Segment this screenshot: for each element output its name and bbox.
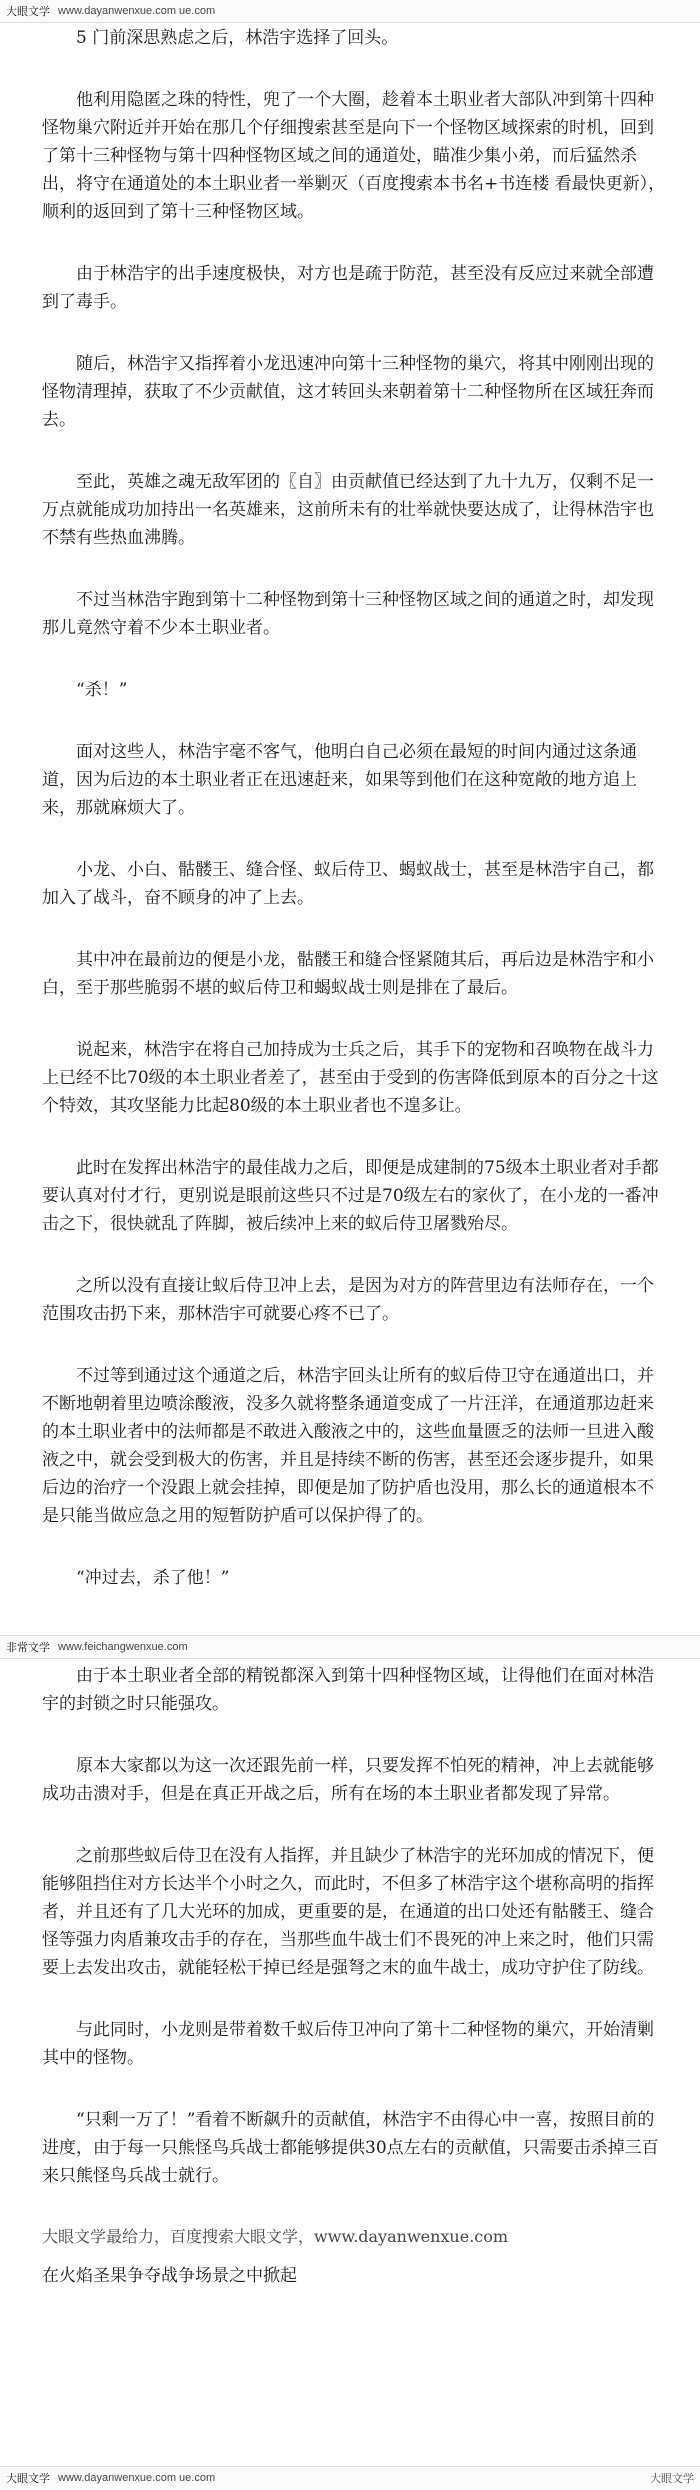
quote: “杀！”: [76, 680, 128, 700]
paragraph: 由于林浩宇的出手速度极快，对方也是疏于防范，甚至没有反应过来就全部遭到了毒手。: [42, 264, 654, 312]
mid-brand: 非常文学: [6, 1642, 50, 1654]
top-brand: 大眼文学: [6, 6, 50, 18]
paragraph: 与此同时，小龙则是带着数千蚁后侍卫冲向了第十二种怪物的巢穴，开始清剿其中的怪物。: [42, 2020, 654, 2068]
bottom-watermark-strip: [0, 2466, 700, 2489]
paragraph: 之所以没有直接让蚁后侍卫冲上去，是因为对方的阵营里边有法师存在，一个范围攻击扔下来，那林浩宇可就要心疼不已了。: [42, 1276, 654, 1324]
paragraph: 原本大家都以为这一次还跟先前一样，只要发挥不怕死的精神，冲上去就能够成功击溃对手，但是在真正开战之后，所有在场的本土职业者都发现了异常。: [42, 1756, 654, 1804]
paragraph: 不过当林浩宇跑到第十二种怪物到第十三种怪物区域之间的通道之时，却发现那儿竟然守着不少本土职业者。: [42, 590, 654, 638]
bottom-url: www.dayanwenxue.com ue.com: [58, 2472, 216, 2484]
quote: “冲过去，杀了他！”: [76, 1568, 230, 1588]
bottom-right-brand: 大眼文学: [650, 2473, 694, 2485]
paragraph: 说起来，林浩宇在将自己加持成为士兵之后，其手下的宠物和召唤物在战斗力上已经不比70级的本土职业者差了，甚至由于受到的伤害降低到原本的百分之十这个特效，其攻坚能力比起80级的本土职业者也不遑多让。: [42, 1040, 659, 1116]
paragraph: 面对这些人，林浩宇毫不客气，他明白自己必须在最短的时间内通过这条通道，因为后边的本土职业者正在迅速赶来，如果等到他们在这种宽敞的地方追上来，那就麻烦大了。: [42, 742, 637, 818]
paragraph: 其中冲在最前边的便是小龙，骷髅王和缝合怪紧随其后，再后边是林浩宇和小白，至于那些脆弱不堪的蚁后侍卫和蝎蚁战士则是排在了最后。: [42, 950, 654, 998]
top-watermark-strip: [0, 0, 700, 23]
chapter-line: 在火焰圣果争夺战争场景之中掀起: [42, 2266, 297, 2286]
paragraph: 他利用隐匿之珠的特性，兜了一个大圈，趁着本土职业者大部队冲到第十四种怪物巢穴附近并开始在那几个仔细搜索甚至是向下一个怪物区域探索的时机，回到了第十三种怪物与第十四种怪物区域之间的通道处，瞄准少集小弟，而后猛然杀出，将守在通道处的本土职业者一举剿灭（百度搜索本书名+书连楼 看最快更新），顺利的返回到了第十三种怪物区域。: [42, 90, 666, 222]
article-body: [42, 24, 668, 1626]
paragraph: 之前那些蚁后侍卫在没有人指挥，并且缺少了林浩宇的光环加成的情况下，便能够阻挡住对方长达半个小时之久，而此时，不但多了林浩宇这个堪称高明的指挥者，并且还有了几大光环的加成，更重要的是，在通道的出口处还有骷髅王、缝合怪等强力肉盾兼攻击手的存在，当那些血牛战士们不畏死的冲上来之时，他们只需要上去发出攻击，就能轻松干掉已经是强弩之末的血牛战士，成功守护住了防线。: [42, 1846, 654, 1978]
footer-note: 大眼文学最给力，百度搜索大眼文学，www.dayanwenxue.com: [42, 2227, 509, 2246]
article-body-continued: [42, 1662, 668, 2286]
top-url: www.dayanwenxue.com ue.com: [58, 5, 216, 17]
paragraph: 不过等到通过这个通道之后，林浩宇回头让所有的蚁后侍卫守在通道出口，并不断地朝着里边喷涂酸液，没多久就将整条通道变成了一片汪洋，在通道那边赶来的本土职业者中的法师都是不敢进入酸液之中的，这些血量匮乏的法师一旦进入酸液之中，就会受到极大的伤害，并且是持续不断的伤害，甚至还会逐步提升，如果后边的治疗一个没跟上就会挂掉，即便是加了防护盾也没用，那么长的通道根本不是只能当做应急之用的短暂防护盾可以保护得了的。: [42, 1366, 654, 1526]
bottom-brand: 大眼文学: [6, 2473, 50, 2485]
paragraph: 由于本土职业者全部的精锐都深入到第十四种怪物区域，让得他们在面对林浩宇的封锁之时只能强攻。: [42, 1666, 654, 1714]
paragraph: 随后，林浩宇又指挥着小龙迅速冲向第十三种怪物的巢穴，将其中刚刚出现的怪物清理掉，获取了不少贡献值，这才转回头来朝着第十二种怪物所在区域狂奔而去。: [42, 354, 654, 430]
paragraph: 5 门前深思熟虑之后，林浩宇选择了回头。: [76, 28, 399, 48]
mid-watermark-strip: [0, 1635, 700, 1659]
paragraph: “只剩一万了！”看着不断飙升的贡献值，林浩宇不由得心中一喜，按照目前的进度，由于每一只熊怪鸟兵战士都能够提供30点左右的贡献值，只需要击杀掉三百来只熊怪鸟兵战士就行。: [42, 2110, 659, 2186]
paragraph: 小龙、小白、骷髅王、缝合怪、蚁后侍卫、蝎蚁战士，甚至是林浩宇自己，都加入了战斗，奋不顾身的冲了上去。: [42, 860, 654, 908]
mid-url: www.feichangwenxue.com: [58, 1641, 188, 1653]
paragraph: 此时在发挥出林浩宇的最佳战力之后，即便是成建制的75级本土职业者对手都要认真对付才行，更别说是眼前这些只不过是70级左右的家伙了，在小龙的一番冲击之下，很快就乱了阵脚，被后续冲上来的蚁后侍卫屠戮殆尽。: [42, 1158, 659, 1234]
paragraph: 至此，英雄之魂无敌军团的〖自〗由贡献值已经达到了九十九万，仅剩不足一万点就能成功加持出一名英雄来，这前所未有的壮举就快要达成了，让得林浩宇也不禁有些热血沸腾。: [42, 472, 654, 548]
